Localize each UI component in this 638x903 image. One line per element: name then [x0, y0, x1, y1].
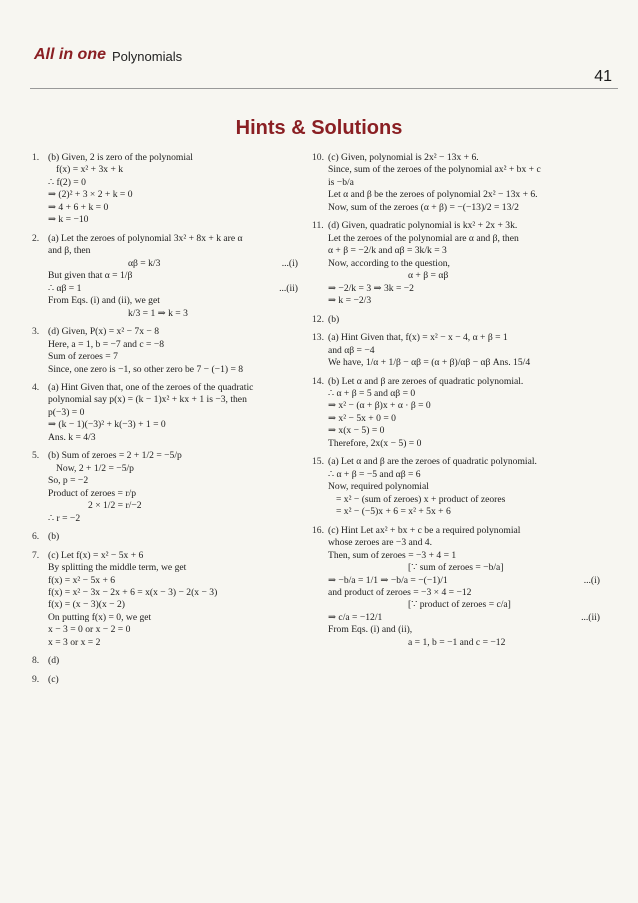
solution-line: [328, 400, 618, 412]
question-number: 2.: [32, 232, 40, 244]
solution-line: [48, 599, 316, 611]
solution-line: [48, 432, 316, 444]
solution-line: [32, 549, 316, 562]
solution-text: ⇒ (2)² + 3 × 2 + k = 0: [48, 189, 133, 201]
solution-text: By splitting the middle term, we get: [48, 562, 187, 574]
solution-line: [48, 475, 316, 487]
solution-text: Here, a = 1, b = −7 and c = −8: [48, 338, 165, 350]
solution-line: [48, 407, 316, 419]
solution-text: Therefore, 2x(x − 5) = 0: [328, 437, 422, 449]
solution-line: [48, 587, 316, 599]
solution-text: (b): [328, 313, 340, 325]
solution-line: [48, 575, 316, 587]
solution-text: From Eqs. (i) and (ii), we get: [48, 295, 160, 307]
solution-line: [32, 326, 316, 338]
right-column: [312, 152, 618, 649]
solution-line: [328, 425, 618, 437]
solution-line: [328, 283, 618, 295]
solution-line: [48, 308, 316, 320]
solution-line: [328, 550, 618, 562]
solution-line: [312, 332, 618, 344]
solution-text: Now, required polynomial: [328, 481, 429, 493]
solution-line: [328, 575, 618, 587]
solution-text: ⇒ x(x − 5) = 0: [328, 425, 385, 437]
solution-line: [48, 270, 316, 282]
solution-text: x = 3 or x = 2: [48, 636, 101, 648]
question-number: 8.: [32, 655, 40, 667]
solution-line: [48, 624, 316, 636]
solution-line: [328, 413, 618, 425]
solution-text: k/3 = 1 ⇒ k = 3: [128, 307, 188, 319]
solution-line: [312, 152, 618, 164]
solution-line: [48, 177, 316, 189]
question-number: 5.: [32, 450, 40, 462]
solution-line: [48, 513, 316, 525]
solution-text: ⇒ x² − 5x + 0 = 0: [328, 412, 396, 424]
solution-text: f(x) = x² − 5x + 6: [48, 574, 116, 586]
solution-line: [328, 258, 618, 270]
solution-text: = x² − (−5)x + 6 = x² + 5x + 6: [336, 506, 451, 518]
solution-line: [328, 506, 618, 518]
solution-line: [328, 164, 618, 176]
solution-text: So, p = −2: [48, 475, 89, 487]
solution-text: f(x) = x² + 3x + k: [56, 164, 124, 176]
solution-line: [328, 494, 618, 506]
solution-text: Now, according to the question,: [328, 257, 450, 269]
solution-text: (d): [48, 655, 60, 667]
question-number: 3.: [32, 326, 40, 338]
solution-text: Since, sum of the zeroes of the polynomial ax² + bx + c: [328, 164, 541, 176]
question-number: 10.: [312, 152, 324, 163]
solution-text: ⇒ (k − 1)(−3)² + k(−3) + 1 = 0: [48, 419, 166, 431]
solution-text: (b) Given, 2 is zero of the polynomial: [48, 152, 193, 163]
brand-logo: All in one: [34, 46, 106, 63]
solution-text: But given that α = 1/β: [48, 270, 133, 282]
solution-line: [312, 375, 618, 388]
solution-text: whose zeroes are −3 and 4.: [328, 537, 432, 549]
solution-text: Product of zeroes = r/p: [48, 487, 136, 499]
question-number: 15.: [312, 456, 324, 468]
solution-text: Sum of zeroes = 7: [48, 351, 118, 363]
question-number: 7.: [32, 549, 40, 561]
chapter-name: Polynomials: [112, 49, 183, 64]
solution-line: [48, 500, 316, 512]
question-number: 9.: [32, 673, 40, 685]
header-divider: [30, 88, 618, 89]
solution-text: ∴ f(2) = 0: [48, 176, 86, 188]
solution-text: Ans. k = 4/3: [48, 431, 96, 443]
solution-line: [312, 220, 618, 232]
question-number: 16.: [312, 524, 324, 536]
solution-line: [32, 381, 316, 394]
solution-text: (b): [48, 531, 60, 543]
solution-text: is −b/a: [328, 176, 354, 188]
solution-text: ∴ α + β = −5 and αβ = 6: [328, 468, 421, 480]
question-number: 1.: [32, 152, 40, 163]
question-number: 13.: [312, 332, 324, 344]
solution-line: [328, 469, 618, 481]
solution-text: (c) Given, polynomial is 2x² − 13x + 6.: [328, 152, 479, 163]
solution-line: [48, 419, 316, 431]
solution-text: ∴ αβ = 1: [48, 282, 82, 294]
solution-text: (b) Sum of zeroes = 2 + 1/2 = −5/p: [48, 450, 182, 462]
question-number: 11.: [312, 220, 324, 232]
solution-text: (a) Hint Given that, f(x) = x² − x − 4, α + β = 1: [328, 332, 508, 344]
solution-line: [32, 655, 316, 667]
solution-text: p(−3) = 0: [48, 406, 85, 418]
solution-line: [328, 599, 618, 611]
solution-text: ∴ r = −2: [48, 512, 81, 524]
solution-text: We have, 1/α + 1/β − αβ = (α + β)/αβ − αβ Ans. 15/4: [328, 357, 531, 369]
question-number: 6.: [32, 531, 40, 543]
solution-line: [328, 233, 618, 245]
solution-text: (d) Given, P(x) = x² − 7x − 8: [48, 326, 160, 338]
solution-line: [32, 152, 316, 164]
solution-line: [48, 283, 316, 295]
solution-text: a = 1, b = −1 and c = −12: [408, 636, 506, 648]
solution-line: [328, 177, 618, 189]
equation-reference: ...(i): [281, 257, 298, 269]
solution-text: Let α and β be the zeroes of polynomial 2x² − 13x + 6.: [328, 189, 538, 201]
solution-text: 2 × 1/2 = r/−2: [88, 500, 142, 512]
solution-text: (a) Let the zeroes of polynomial 3x² + 8x + k are α: [48, 232, 243, 244]
solution-line: [48, 295, 316, 307]
solution-line: [48, 214, 316, 226]
solution-line: [32, 673, 316, 686]
solution-line: [48, 351, 316, 363]
left-column: [32, 152, 316, 686]
solution-text: (c) Let f(x) = x² − 5x + 6: [48, 549, 144, 561]
solution-line: [48, 202, 316, 214]
solution-line: [328, 270, 618, 282]
solution-text: From Eqs. (i) and (ii),: [328, 624, 413, 636]
solution-line: [328, 587, 618, 599]
solution-line: [32, 531, 316, 543]
solution-text: ⇒ 4 + 6 + k = 0: [48, 201, 109, 213]
solution-line: [328, 624, 618, 636]
solution-line: [48, 394, 316, 406]
solution-line: [328, 388, 618, 400]
solution-line: [32, 450, 316, 462]
solution-text: ⇒ −b/a = 1/1 ⇒ −b/a = −(−1)/1: [328, 574, 448, 586]
solution-line: [328, 612, 618, 624]
solution-text: ⇒ x² − (α + β)x + α · β = 0: [328, 400, 431, 412]
question-number: 4.: [32, 381, 40, 393]
solution-text: (c): [48, 673, 59, 685]
solution-line: [48, 339, 316, 351]
question-number: 14.: [312, 375, 324, 387]
solution-text: [∵ sum of zeroes = −b/a]: [408, 562, 504, 574]
solution-text: = x² − (sum of zeroes) x + product of zeores: [336, 493, 506, 505]
solution-line: [48, 164, 316, 176]
solution-line: [48, 488, 316, 500]
solution-line: [48, 189, 316, 201]
solution-line: [48, 245, 316, 257]
solution-line: [328, 202, 618, 214]
solution-text: (d) Given, quadratic polynomial is kx² + 2x + 3k.: [328, 220, 518, 232]
solution-line: [328, 537, 618, 549]
solution-text: polynomial say p(x) = (k − 1)x² + kx + 1 is −3, then: [48, 394, 247, 406]
equation-reference: ...(ii): [279, 282, 298, 294]
solution-line: [48, 562, 316, 574]
solution-line: [328, 562, 618, 574]
solution-line: [48, 258, 316, 270]
solution-text: (c) Hint Let ax² + bx + c be a required polynomial: [328, 524, 521, 536]
solution-line: [328, 189, 618, 201]
equation-reference: ...(i): [583, 574, 600, 586]
solution-text: αβ = k/3: [128, 257, 161, 269]
solution-text: and product of zeroes = −3 × 4 = −12: [328, 587, 472, 598]
solution-text: (a) Let α and β are the zeroes of quadratic polynomial.: [328, 456, 537, 468]
solution-line: [328, 245, 618, 257]
solution-text: ⇒ k = −2/3: [328, 295, 372, 307]
solution-text: On putting f(x) = 0, we get: [48, 611, 152, 623]
solution-text: α + β = −2/k and αβ = 3k/k = 3: [328, 245, 447, 257]
solution-text: (a) Hint Given that, one of the zeroes of the quadratic: [48, 381, 254, 393]
equation-reference: ...(ii): [581, 611, 600, 623]
solution-text: (b) Let α and β are zeroes of quadratic polynomial.: [328, 375, 524, 387]
solution-text: ∴ α + β = 5 and αβ = 0: [328, 387, 416, 399]
solution-text: and αβ = −4: [328, 344, 375, 356]
solution-text: Now, 2 + 1/2 = −5/p: [56, 462, 134, 474]
solution-line: [312, 524, 618, 537]
question-number: 12.: [312, 313, 324, 325]
solution-line: [48, 612, 316, 624]
solution-line: [328, 345, 618, 357]
solution-line: [312, 456, 618, 468]
solution-line: [48, 463, 316, 475]
solution-text: Then, sum of zeroes = −3 + 4 = 1: [328, 549, 457, 561]
solution-text: Since, one zero is −1, so other zero be 7 − (−1) = 8: [48, 363, 244, 375]
solution-text: ⇒ −2/k = 3 ⇒ 3k = −2: [328, 282, 414, 294]
solution-text: f(x) = (x − 3)(x − 2): [48, 599, 125, 611]
page-title: Hints & Solutions: [235, 117, 403, 139]
page-number: 41: [594, 68, 612, 85]
solution-text: and β, then: [48, 245, 91, 257]
solution-text: Let the zeroes of the polynomial are α and β, then: [328, 232, 519, 244]
solution-line: [328, 295, 618, 307]
solution-line: [328, 637, 618, 649]
solution-text: x − 3 = 0 or x − 2 = 0: [48, 624, 131, 636]
solution-text: α + β = αβ: [408, 270, 449, 282]
solution-text: Now, sum of the zeroes (α + β) = −(−13)/2 = 13/2: [328, 201, 519, 213]
solution-line: [32, 232, 316, 245]
solution-line: [328, 481, 618, 493]
solution-text: ⇒ c/a = −12/1: [328, 611, 383, 623]
solution-text: [∵ product of zeroes = c/a]: [408, 599, 511, 611]
solution-line: [328, 357, 618, 369]
solution-line: [48, 364, 316, 376]
solution-text: f(x) = x² − 3x − 2x + 6 = x(x − 3) − 2(x − 3): [48, 587, 218, 598]
solution-line: [328, 438, 618, 450]
solution-line: [312, 313, 618, 326]
solution-line: [48, 637, 316, 649]
solution-text: ⇒ k = −10: [48, 214, 89, 226]
